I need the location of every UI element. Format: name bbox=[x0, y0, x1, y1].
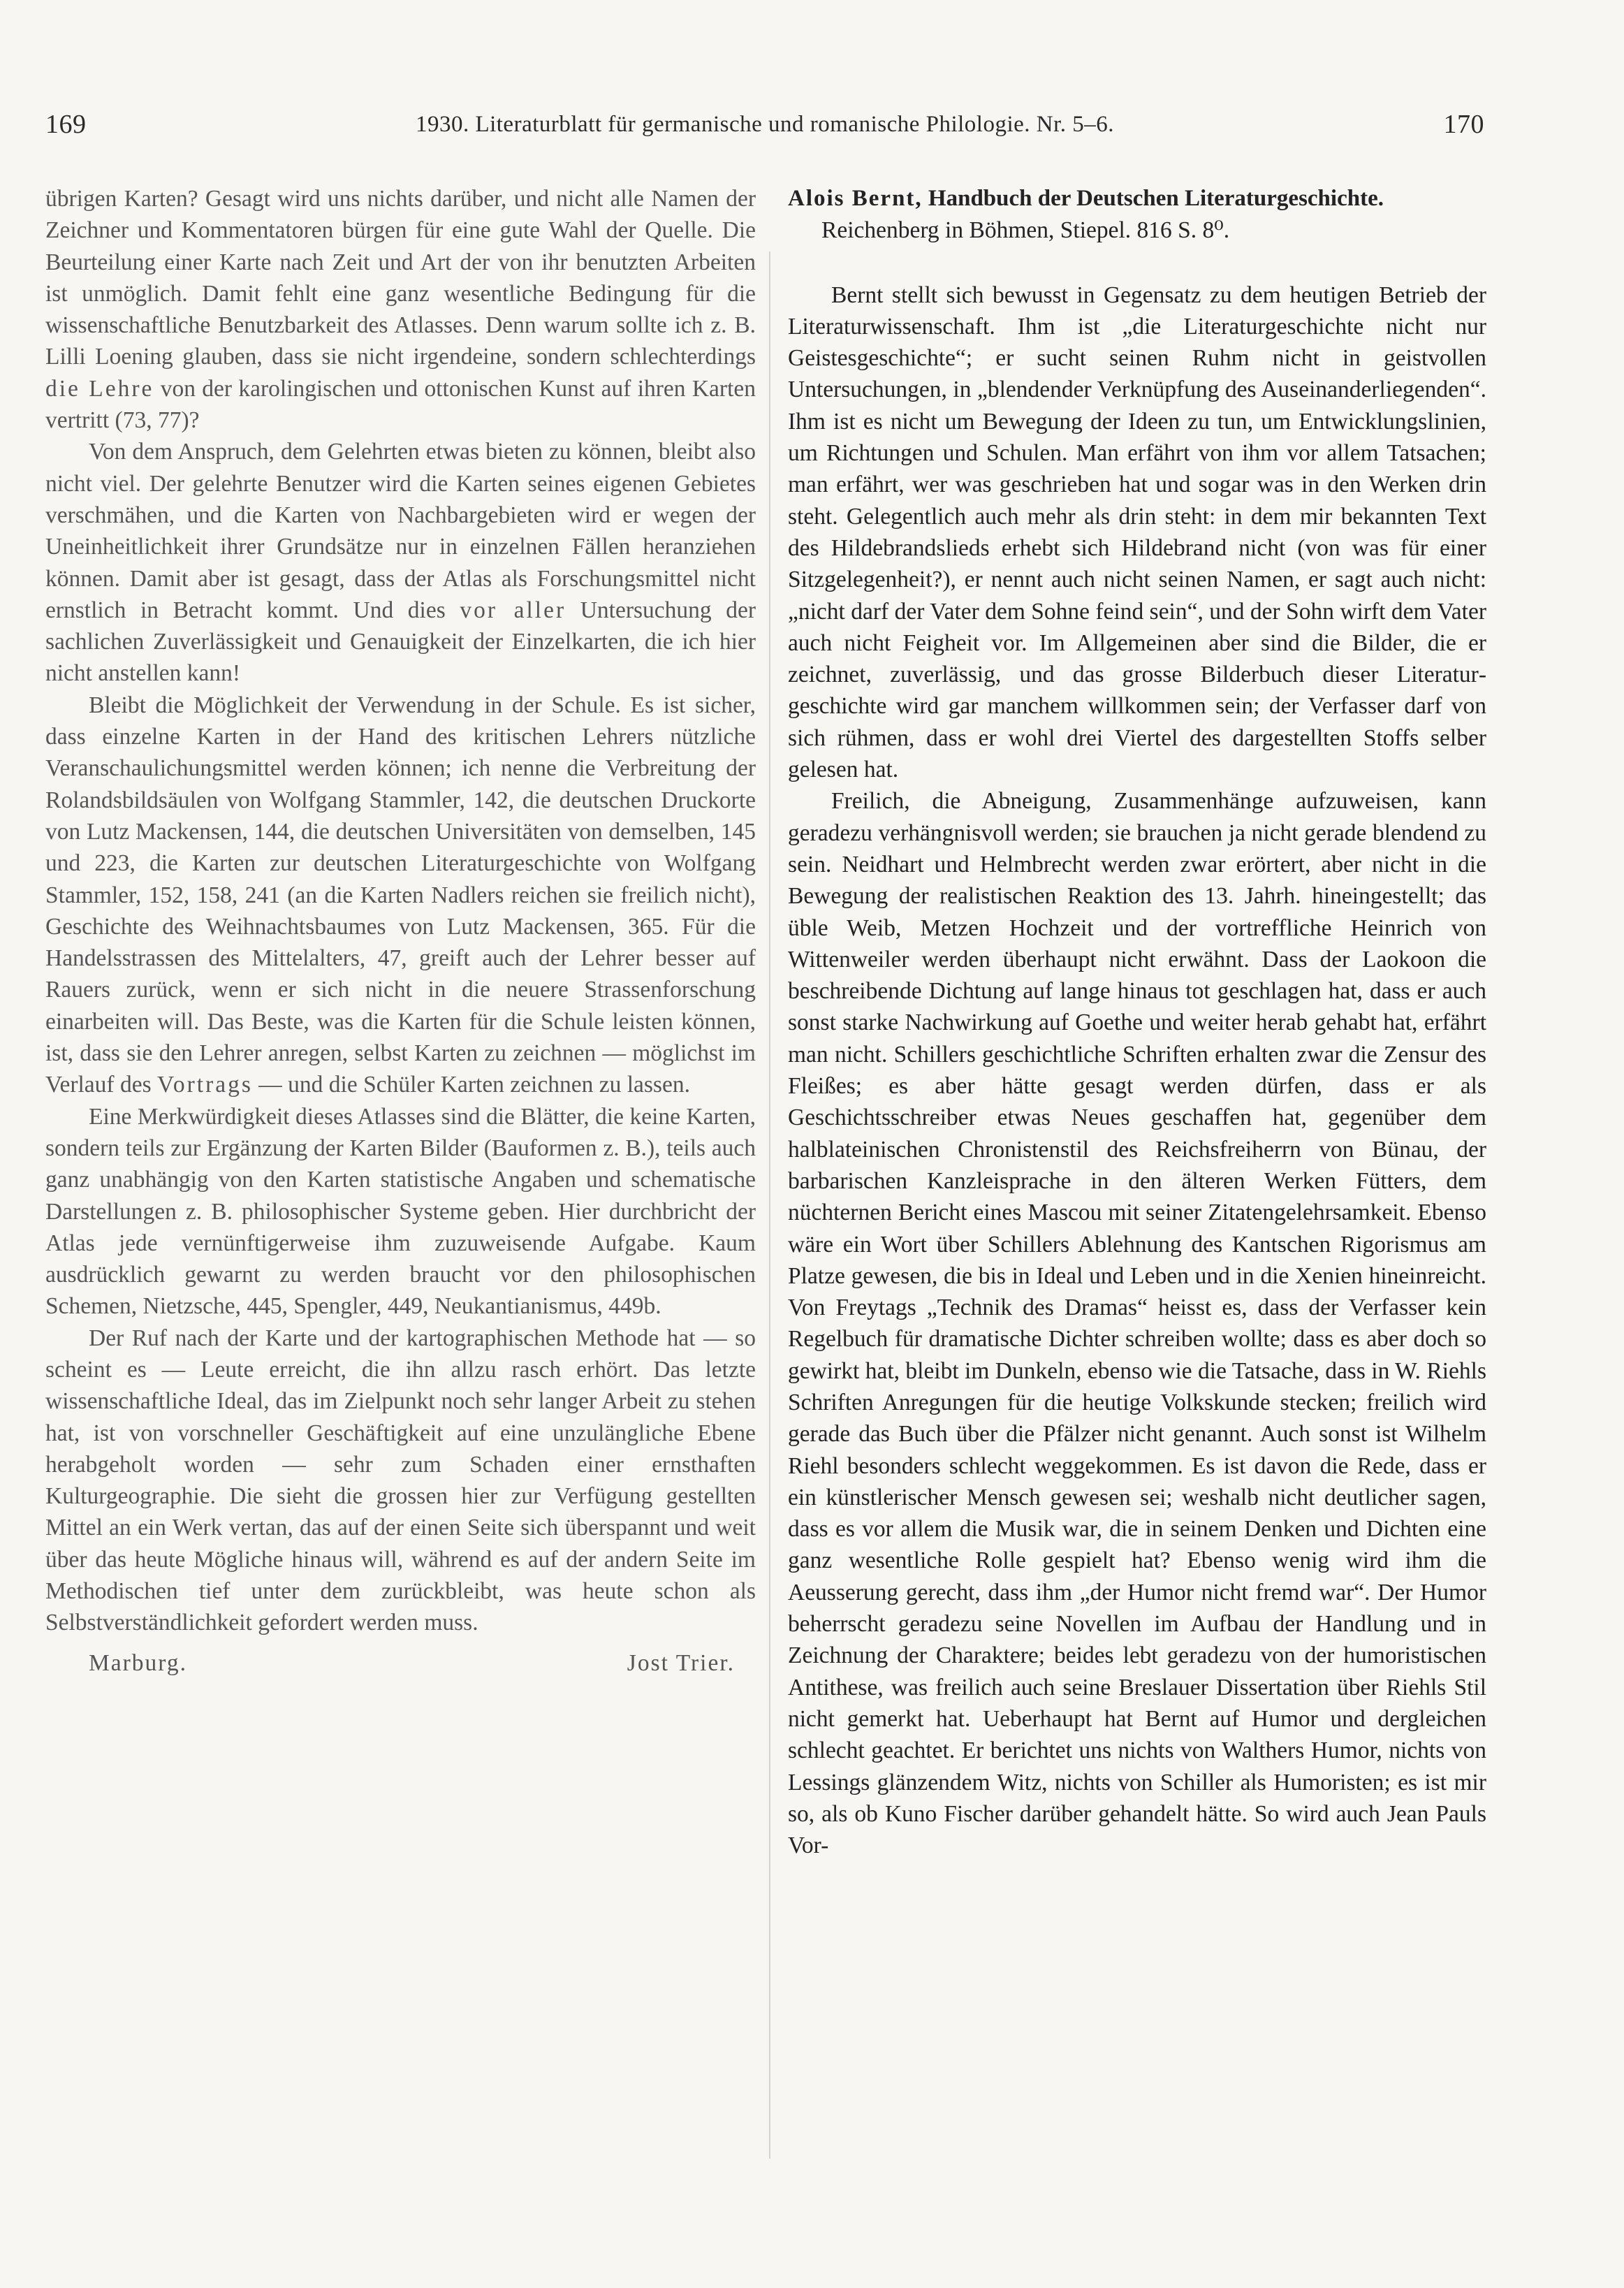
review-heading bbox=[788, 183, 1486, 247]
paragraph: Bernt stellt sich bewusst in Gegensatz zu dem heutigen Betrieb der Literaturwissenschaft. Ihm ist „die Literaturgeschichte nicht nur Geistesgeschichte“; er sucht seinen Ruhm nicht in geistvollen Untersuchungen, in „blendender Verknüpfung des Auseinanderliegenden“. Ihm ist es nicht um Bewegung der Ideen zu tun, um Entwicklungslinien, um Richtungen und Schulen. Man erfährt von ihm vor allem Tatsachen; man erfährt, wer was geschrieben hat und sogar was in den Werken drin steht. Gelegentlich auch mehr als drin steht: in dem mir bekannten Text des Hildebrandslieds erhebt sich Hildebrand nicht (von was für einer Sitzgelegenheit?), er nennt auch nicht seinen Namen, er sagt auch nicht: „nicht darf der Vater dem Sohne feind sein“, und der Sohn wirft dem Vater auch nicht Feigheit vor. Im Allgemeinen aber sind die Bilder, die er zeichnet, zuverlässig, und das grosse Bilderbuch dieser Literaturgeschichte wird gar manchem willkommen sein; der Verfasser darf von sich rühmen, dass er wohl drei Viertel des dargestellten Stoffs selber gelesen hat. bbox=[788, 282, 1486, 783]
signature-place: Marburg. bbox=[89, 1649, 187, 1676]
right-column bbox=[788, 183, 1486, 1861]
left-column bbox=[45, 183, 756, 1682]
signature-line bbox=[45, 1647, 756, 1682]
running-title: 1930. Literaturblatt für germanische und romanische Philologie. Nr. 5–6. bbox=[415, 112, 1115, 137]
reviewed-title: Handbuch der Deutschen Literaturgeschichte. bbox=[928, 186, 1384, 211]
reviewed-author: Alois Bernt, bbox=[788, 186, 923, 211]
signature-author: Jost Trier. bbox=[627, 1649, 735, 1676]
paragraph: Bleibt die Möglichkeit der Verwendung in der Schule. Es ist sicher, dass einzelne Karten in der Hand des kritischen Lehrers nützliche Veranschaulichungsmittel werden können; ich nenne die Verbreitung der Rolandsbildsäulen von Wolfgang Stammler, 142, die deutschen Druckorte von Lutz Mackensen, 144, die deutschen Universitäten von demselben, 145 und 223, die Karten zur deutschen Literaturgeschichte von Wolfgang Stammler, 152, 158, 241 (an die Karten Nadlers reichen sie freilich nicht), Geschichte des Weihnachtsbaumes von Lutz Mackensen, 365. Für die Handelsstrassen des Mittelalters, 47, greift auch der Lehrer besser auf Rauers zurück, wenn er sich nicht in die neuere Strassenforschung einarbeiten will. Das Beste, was die Karten für die Schule leisten können, ist, dass sie den Lehrer anregen, selbst Karten zu zeichnen — möglichst im Verlauf des Vortrags — und die Schüler Karten zeichnen zu lassen. bbox=[45, 692, 756, 1098]
page-number-left: 169 bbox=[45, 110, 87, 139]
paragraph: Der Ruf nach der Karte und der kartographischen Methode hat — so scheint es — Leute erreicht, die ihn allzu rasch erhört. Das letzte wissenschaftliche Ideal, das im Zielpunkt noch sehr langer Arbeit zu stehen hat, ist von vorschneller Geschäftigkeit auf eine unzulängliche Ebene herabgeholt worden — sehr zum Schaden einer ernsthaften Kulturgeographie. Die sieht die grossen hier zur Verfügung gestellten Mittel an ein Werk vertan, das auf der einen Seite sich überspannt und weit über das heute Mögliche hinaus will, während es auf der andern Seite im Methodischen tief unter dem zurückbleibt, was heute schon als Selbstverständlichkeit gefordert werden muss. bbox=[45, 1325, 756, 1636]
paragraph: Freilich, die Abneigung, Zusammenhänge aufzuweisen, kann geradezu verhängnisvoll werden; sie brauchen ja nicht gerade blendend zu sein. Neidhart und Helmbrecht werden zwar erörtert, aber nicht in die Bewegung der realistischen Reaktion des 13. Jahrh. hineingestellt; das üble Weib, Metzen Hochzeit und der vortreffliche Heinrich von Wittenweiler werden überhaupt nicht erwähnt. Dass der Laokoon die beschreibende Dichtung auf lange hinaus tot geschlagen hat, dass er auch sonst starke Nachwirkung auf Goethe und weiter herab gehabt hat, erfährt man nicht. Schillers geschichtliche Schriften erhalten zwar die Zensur des Fleißes; es aber hätte gesagt werden dürfen, dass er als Geschichtsschreiber etwas Neues geschaffen hat, gegenüber dem halblateinischen Chronistenstil des Reichsfreiherrn von Bünau, der barbarischen Kanzleisprache in den älteren Werken Fütters, dem nüchternen Bericht eines Mascou mit seiner Zitatengelehrsamkeit. Ebenso wäre ein Wort über Schillers Ablehnung des Kantschen Rigorismus am Platze gewesen, die bis in Ideal und Leben und in die Xenien hineinreicht. Von Freytags „Technik des Dramas“ heisst es, dass der Verfasser kein Regelbuch für dramatische Dichter schreiben wollte; dass es aber doch so gewirkt hat, bleibt im Dunkeln, ebenso wie die Tatsache, dass in W. Riehls Schriften Anregungen für die heutige Volkskunde stecken; freilich wird gerade das Buch über die Pfälzer nicht genannt. Auch sonst ist Wilhelm Riehl besonders schlecht weggekommen. Es ist davon die Rede, dass er ein künstlerischer Mensch gewesen sei; weshalb nicht deutlicher sagen, dass es vor allem die Musik war, die in seinem Denken und Dichten eine ganz wesentliche Rolle gespielt hat? Ebenso wenig wird ihm die Aeusserung gerecht, dass ihm „der Humor nicht fremd war“. Der Humor beherrscht geradezu seine Novellen im Aufbau der Handlung und in Zeichnung der Charaktere; beides lebt geradezu von der humoristischen Antithese, was freilich auch seine Breslauer Dissertation über Riehls Stil nicht gemerkt hat. Ueberhaupt hat Bernt auf Humor und dergleichen schlecht geachtet. Er berichtet uns nichts von Walthers Humor, nichts von Lessings glänzendem Witz, nichts von Schiller als Humoristen; es ist mir so, als ob Kuno Fischer darüber gehandelt hätte. So wird auch Jean Pauls Vor- bbox=[788, 788, 1486, 1859]
page-header bbox=[45, 103, 1484, 145]
paragraph: übrigen Karten? Gesagt wird uns nichts darüber, und nicht alle Namen der Zeichner und Kommentatoren bürgen für eine gute Wahl der Quelle. Die Beurteilung einer Karte nach Zeit und Art der von ihr benutzten Arbeiten ist unmöglich. Damit fehlt eine ganz wesentliche Bedingung für die wissenschaftliche Benutzbarkeit des Atlasses. Denn warum sollte ich z. B. Lilli Loening glauben, dass sie nicht irgendeine, sondern schlechterdings die Lehre von der karolingischen und ottonischen Kunst auf ihren Karten vertritt (73, 77)? bbox=[45, 186, 756, 434]
column-divider bbox=[769, 252, 770, 2159]
page-number-right: 170 bbox=[1443, 110, 1484, 139]
paragraph: Von dem Anspruch, dem Gelehrten etwas bieten zu können, bleibt also nicht viel. Der gelehrte Benutzer wird die Karten seines eigenen Gebietes verschmähen, und die Karten von Nachbargebieten wird er wegen der Uneinheitlichkeit ihrer Grundsätze nur in einzelnen Fällen heranziehen können. Damit aber ist gesagt, dass der Atlas als Forschungsmittel nicht ernstlich in Betracht kommt. Und dies vor aller Untersuchung der sachlichen Zuverlässigkeit und Genauigkeit der Einzelkarten, die ich hier nicht anstellen kann! bbox=[45, 439, 756, 687]
reviewed-publication: Reichenberg in Böhmen, Stiepel. 816 S. 8⁰. bbox=[821, 217, 1230, 244]
paragraph: Eine Merkwürdigkeit dieses Atlasses sind die Blätter, die keine Karten, sondern teils zur Ergänzung der Karten Bilder (Bauformen z. B.), teils auch ganz unabhängig von den Karten statistische Angaben und schematische Darstellungen z. B. philosophischer Systeme geben. Hier durchbricht der Atlas jede vernünftigerweise ihm zuzuweisende Aufgabe. Kaum ausdrücklich gewarnt zu werden braucht vor den philosophischen Schemen, Nietzsche, 445, Spengler, 449, Neukantianismus, 449b. bbox=[45, 1103, 756, 1320]
